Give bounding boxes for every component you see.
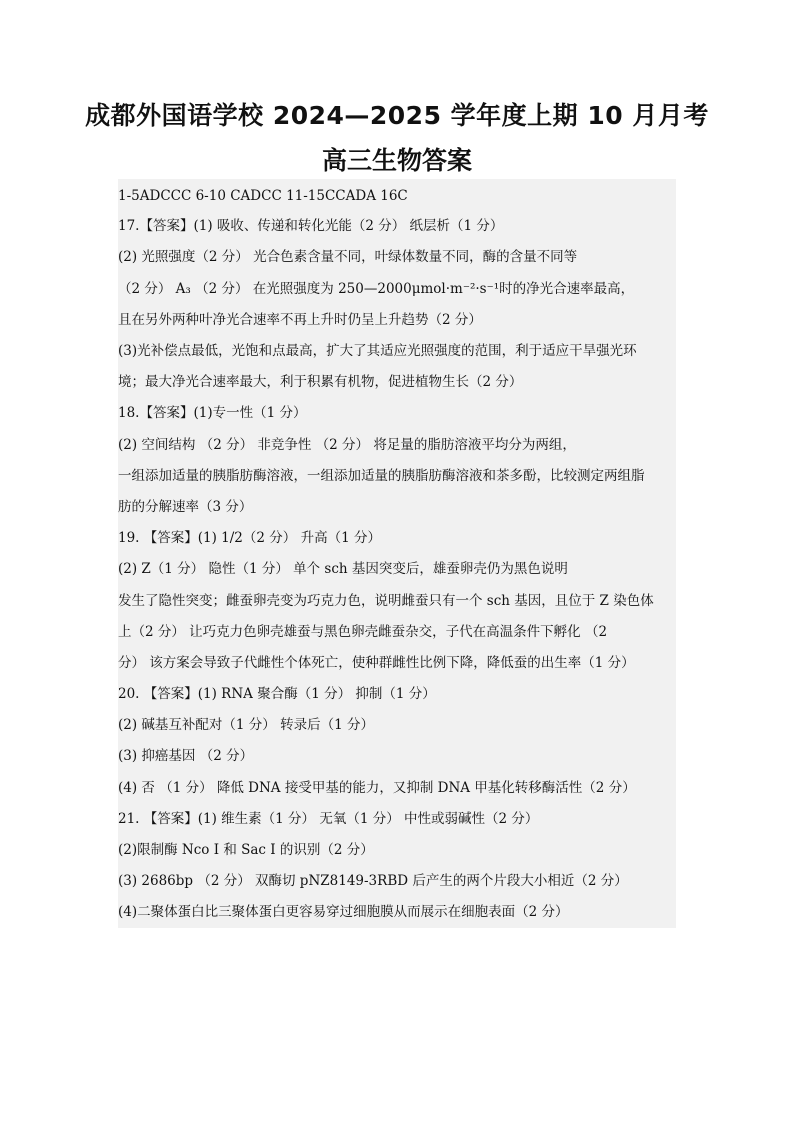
answer-line-18-2b: 一组添加适量的胰脂肪酶溶液，一组添加适量的胰脂肪酶溶液和茶多酚，比较测定两组脂	[118, 468, 645, 484]
answer-line-19-2d: 分） 该方案会导致子代雌性个体死亡，使种群雌性比例下降，降低蚕的出生率（1 分）	[118, 655, 635, 671]
answer-line-17-2c: 且在另外两种叶净光合速率不再上升时仍呈上升趋势（2 分）	[118, 312, 482, 328]
answer-line-17-3: (3)光补偿点最低，光饱和点最高，扩大了其适应光照强度的范围，利于适应干旱强光环	[118, 343, 637, 359]
answer-line-18-2c: 肪的分解速率（3 分）	[118, 499, 253, 515]
answer-line-17-2: (2) 光照强度（2 分） 光合色素含量不同，叶绿体数量不同，酶的含量不同等	[118, 249, 578, 265]
page-subtitle: 高三生物答案	[321, 146, 472, 175]
answer-line-19-2c: 上（2 分） 让巧克力色卵壳雄蚕与黑色卵壳雌蚕杂交，子代在高温条件下孵化 （2	[118, 624, 608, 640]
answer-line-18-1: 18.【答案】(1)专一性（1 分）	[118, 405, 307, 421]
answer-line-21-2: (2)限制酶 Nco I 和 Sac I 的识别（2 分）	[118, 842, 374, 858]
answer-line-17-3b: 境；最大净光合速率最大，利于积累有机物，促进植物生长（2 分）	[118, 374, 523, 390]
answer-line-20-1: 20. 【答案】(1) RNA 聚合酶（1 分） 抑制（1 分）	[118, 686, 436, 702]
answer-line-17-2b: （2 分） A₃ （2 分） 在光照强度为 250—2000μmol·m⁻²·s⁻¹时的净光合速率最高，	[118, 281, 635, 297]
answer-line-18-2: (2) 空间结构 （2 分） 非竞争性 （2 分） 将足量的脂肪溶液平均分为两组，	[118, 437, 576, 453]
page-title: 成都外国语学校 2024—2025 学年度上期 10 月月考	[85, 101, 709, 130]
answer-line-20-4: (4) 否 （1 分） 降低 DNA 接受甲基的能力，又抑制 DNA 甲基化转移酶活性（2 分）	[118, 780, 636, 796]
answer-line-19-2b: 发生了隐性突变；雌蚕卵壳变为巧克力色，说明雌蚕只有一个 sch 基因，且位于 Z 染色体	[118, 593, 654, 609]
answer-line-20-3: (3) 抑癌基因 （2 分）	[118, 748, 254, 764]
answer-line-mc: 1-5ADCCC 6-10 CADCC 11-15CCADA 16C	[118, 188, 408, 204]
answer-line-20-2: (2) 碱基互补配对（1 分） 转录后（1 分）	[118, 717, 374, 733]
answer-line-21-4: (4)二聚体蛋白比三聚体蛋白更容易穿过细胞膜从而展示在细胞表面（2 分）	[118, 904, 569, 920]
answer-block	[118, 179, 676, 928]
answer-line-17-1: 17.【答案】(1) 吸收、传递和转化光能（2 分） 纸层析（1 分）	[118, 218, 504, 234]
answer-line-21-1: 21. 【答案】(1) 维生素（1 分） 无氧（1 分） 中性或弱碱性（2 分）	[118, 811, 539, 827]
answer-line-21-3: (3) 2686bp （2 分） 双酶切 pNZ8149-3RBD 后产生的两个片段大小相近（2 分）	[118, 873, 628, 889]
answer-line-19-2: (2) Z（1 分） 隐性（1 分） 单个 sch 基因突变后，雄蚕卵壳仍为黑色说明	[118, 561, 568, 577]
answer-line-19-1: 19. 【答案】(1) 1/2（2 分） 升高（1 分）	[118, 530, 381, 546]
